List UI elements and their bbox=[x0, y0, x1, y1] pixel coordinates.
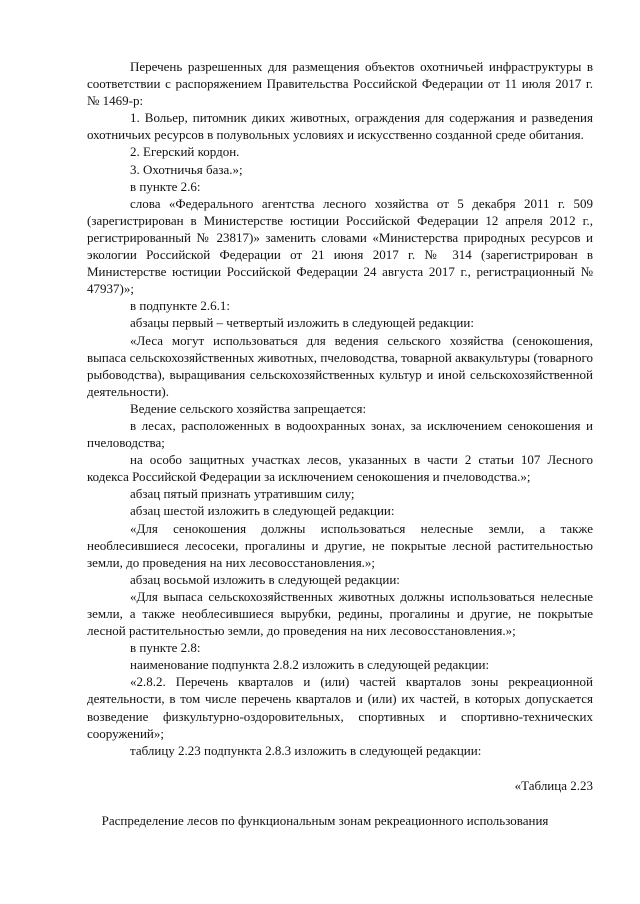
paragraph: абзац шестой изложить в следующей редакции: bbox=[130, 503, 395, 519]
paragraph: «2.8.2. Перечень кварталов и (или) частей кварталов зоны рекреационной деятельности, в том числе перечень кварталов и (или) их частей, в которых допускается возведение физкультурно-оздоровительных, спортивных и спортивно-технических сооружений»; bbox=[87, 674, 593, 741]
paragraph: Перечень разрешенных для размещения объектов охотничьей инфраструктуры в соответствии с распоряжением Правительства Российской Федерации от 11 июля 2017 г. № 1469-р: bbox=[87, 59, 593, 109]
paragraph: на особо защитных участках лесов, указанных в части 2 статьи 107 Лесного кодекса Российской Федерации за исключением сенокошения и пчеловодства.»; bbox=[87, 452, 593, 485]
paragraph: абзац восьмой изложить в следующей редакции: bbox=[130, 571, 400, 587]
paragraph: в лесах, расположенных в водоохранных зонах, за исключением сенокошения и пчеловодства; bbox=[87, 417, 593, 451]
paragraph: в пункте 2.8: bbox=[130, 640, 201, 656]
paragraph: наименование подпункта 2.8.2 изложить в следующей редакции: bbox=[130, 657, 490, 673]
paragraph: 3. Охотничья база.»; bbox=[130, 161, 243, 177]
table-caption: «Таблица 2.23 bbox=[514, 777, 593, 793]
paragraph: абзац пятый признать утратившим силу; bbox=[130, 486, 355, 502]
paragraph: таблицу 2.23 подпункта 2.8.3 изложить в следующей редакции: bbox=[130, 742, 482, 758]
paragraph: 2. Егерский кордон. bbox=[130, 144, 240, 160]
paragraph: абзацы первый – четвертый изложить в следующей редакции: bbox=[130, 315, 474, 331]
paragraph: 1. Вольер, питомник диких животных, ограждения для содержания и разведения охотничьих ресурсов в полувольных условиях и искусственно созданной среде обитания. bbox=[87, 110, 593, 143]
paragraph: слова «Федерального агентства лесного хозяйства от 5 декабря 2011 г. 509 (зарегистрирован в Министерстве юстиции Российской Федерации 12 апреля 2012 г., регистрированный № 23817)» заменить словами «Министерства природных ресурсов и экологии Российской Федерации от 21 июня 2017 г. № 314 (зарегистрирован в Министерстве юстиции Российской Федерации 24 августа 2017 г., регистрационный № 47937)»; bbox=[87, 195, 593, 297]
paragraph: в подпункте 2.6.1: bbox=[130, 298, 230, 314]
paragraph: «Для выпаса сельскохозяйственных животных должны использоваться нелесные земли, а также необлесившиеся вырубки, редины, прогалины и другие, не покрытые лесной растительностью земли, до проведения на них лесовосстановления.»; bbox=[87, 588, 593, 639]
paragraph: «Леса могут использоваться для ведения сельского хозяйства (сенокошения, выпаса сельскохозяйственных животных, пчеловодства, товарной аквакультуры (товарного рыбоводства), выращивания сельскохозяйственных культур и иной сельскохозяйственной деятельности). bbox=[87, 332, 593, 399]
document-body bbox=[87, 58, 593, 759]
paragraph: в пункте 2.6: bbox=[130, 178, 201, 194]
paragraph: Ведение сельского хозяйства запрещается: bbox=[130, 400, 367, 416]
paragraph: «Для сенокошения должны использоваться нелесные земли, а также необлесившиеся лесосеки, прогалины и другие, не покрытые лесной растительностью земли, до проведения на них лесовосстановления.»; bbox=[87, 520, 593, 570]
table-title: Распределение лесов по функциональным зонам рекреационного использования bbox=[101, 812, 549, 828]
